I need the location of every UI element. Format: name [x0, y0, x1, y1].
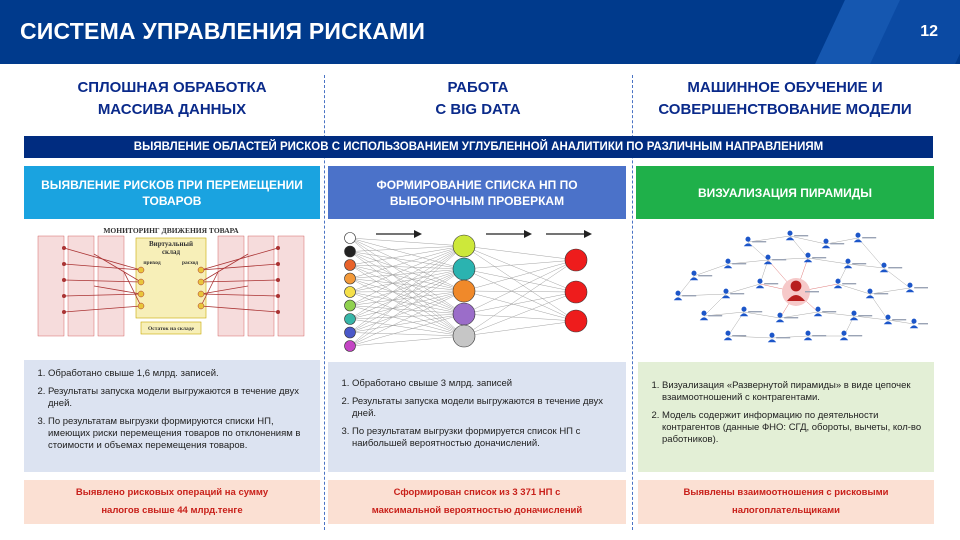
person-icon [740, 307, 748, 317]
graph-edge [848, 264, 884, 268]
result-line: Выявлены взаимоотношения с рисковыми [683, 487, 889, 498]
node-label-placeholder [764, 283, 778, 284]
category-box-2: ФОРМИРОВАНИЕ СПИСКА НП ПО ВЫБОРОЧНЫМ ПРОВЕРКАМ [328, 166, 626, 219]
list-item: 2. Модель содержит информацию по деятельности контрагентов (данные ФНО: СГД, обороты, вычеты, кол-во работников). [662, 410, 924, 446]
network-node [453, 235, 475, 257]
person-icon [756, 279, 764, 289]
network-node [345, 233, 356, 244]
person-icon [768, 333, 776, 343]
person-icon [724, 331, 732, 341]
node-label-placeholder [892, 319, 906, 320]
node-label-placeholder [874, 293, 888, 294]
node-label-placeholder [732, 263, 746, 264]
list-item: 3. По результатам выгрузки формируются списки НП, имеющих риски перемещения товаров по отклонениям в стоимости и объемах перемещения товаров. [48, 416, 310, 452]
network-node [345, 327, 356, 338]
column-heading-line: РАБОТА [447, 79, 509, 96]
result-box-2 [328, 480, 626, 524]
result-line: налогов свыше 44 млрд.тенге [101, 505, 243, 516]
details-list-3 [638, 362, 934, 472]
network-node [345, 314, 356, 325]
network-node [453, 258, 475, 280]
page-title: СИСТЕМА УПРАВЛЕНИЯ РИСКАМИ [20, 18, 426, 44]
arrow-right-icon [524, 230, 532, 238]
list-item: 2. Результаты запуска модели выгружаются в течение двух дней. [352, 396, 616, 420]
person-icon [906, 283, 914, 293]
graph-edge [854, 316, 888, 320]
diagram-title: МОНИТОРИНГ ДВИЖЕНИЯ ТОВАРА [103, 226, 239, 235]
graph-edge [838, 284, 870, 294]
node-label-placeholder [794, 235, 808, 236]
network-node [345, 300, 356, 311]
node-label-placeholder [812, 257, 826, 258]
node-label-placeholder [858, 315, 872, 316]
category-box-3: ВИЗУАЛИЗАЦИЯ ПИРАМИДЫ [636, 166, 934, 219]
arrow-right-icon [584, 230, 592, 238]
node-label-placeholder [918, 323, 928, 324]
graph-edge [748, 242, 768, 260]
result-line: Выявлено рисковых операций на сумму [75, 487, 269, 498]
section-banner: ВЫЯВЛЕНИЕ ОБЛАСТЕЙ РИСКОВ С ИСПОЛЬЗОВАНИЕМ УГЛУБЛЕННОЙ АНАЛИТИКИ ПО РАЗЛИЧНЫМ НАПРАВЛЕНИЯМ [24, 136, 933, 158]
network-node [345, 273, 356, 284]
network-edge [350, 265, 464, 269]
node-label-placeholder [730, 293, 744, 294]
network-node [345, 341, 356, 352]
column-heading-3 [636, 77, 934, 125]
network-node [565, 310, 587, 332]
list-item: 2. Результаты запуска модели выгружаются в течение двух дней. [48, 386, 310, 410]
node-label-placeholder [708, 315, 722, 316]
node-label-placeholder [852, 263, 866, 264]
list-item: 1. Обработано свыше 3 млрд. записей [352, 378, 616, 390]
network-edge [350, 292, 464, 336]
graph-edge [884, 268, 910, 288]
network-edge [350, 246, 464, 319]
network-node [453, 303, 475, 325]
person-icon [786, 231, 794, 241]
network-node [565, 249, 587, 271]
result-box-1 [24, 480, 320, 524]
page-number: 12 [920, 23, 938, 40]
person-icon [834, 279, 842, 289]
result-line: Сформирован список из 3 371 НП с [393, 487, 561, 498]
column-heading-2 [328, 77, 628, 125]
person-icon [722, 289, 730, 299]
node-label-placeholder [822, 311, 836, 312]
person-icon [690, 271, 698, 281]
network-edge [464, 246, 576, 321]
network-edge [350, 269, 464, 333]
column-heading-line: СОВЕРШЕНСТВОВАНИЕ МОДЕЛИ [658, 101, 912, 118]
network-edge [350, 306, 464, 337]
result-line: налогоплательщиками [732, 505, 840, 516]
network-edge [350, 291, 464, 306]
graph-edge [888, 320, 914, 324]
network-edge [350, 252, 464, 270]
network-node [453, 325, 475, 347]
person-icon [700, 311, 708, 321]
node-label-placeholder [698, 275, 712, 276]
pyramid-graph-diagram [648, 224, 928, 354]
network-edge [464, 314, 576, 321]
node-label-placeholder [812, 335, 826, 336]
node-label-placeholder [842, 283, 856, 284]
arrow-right-icon [414, 230, 422, 238]
diagram-sub-label: расход [181, 260, 199, 266]
list-item: 1. Визуализация «Развернутой пирамиды» в виде цепочек взаимоотношений с контрагентами. [662, 380, 924, 404]
network-node [345, 287, 356, 298]
network-edge [350, 269, 464, 319]
person-icon [840, 331, 848, 341]
person-icon [854, 233, 862, 243]
neural-network-diagram [336, 224, 616, 354]
diagram-center-label: Виртуальный [149, 240, 193, 248]
graph-edge [818, 312, 854, 316]
node-label-placeholder [805, 291, 819, 292]
column-heading-line: СПЛОШНАЯ ОБРАБОТКА [77, 79, 267, 96]
result-line: максимальной вероятностью доначислений [371, 505, 583, 516]
node-label-placeholder [888, 267, 902, 268]
network-edge [464, 321, 576, 336]
diagram-center-label: склад [161, 248, 181, 256]
network-edge [350, 291, 464, 292]
node-label-placeholder [682, 295, 696, 296]
network-node [345, 260, 356, 271]
diagram-sub-label: приход [143, 260, 161, 266]
node-label-placeholder [772, 259, 786, 260]
person-icon [814, 307, 822, 317]
node-label-placeholder [776, 337, 790, 338]
network-edge [350, 291, 464, 333]
node-label-placeholder [784, 317, 798, 318]
category-box-1: ВЫЯВЛЕНИЕ РИСКОВ ПРИ ПЕРЕМЕЩЕНИИ ТОВАРОВ [24, 166, 320, 219]
column-heading-line: С BIG DATA [435, 101, 521, 118]
person-icon [764, 255, 772, 265]
node-label-placeholder [830, 243, 844, 244]
network-node [453, 280, 475, 302]
node-label-placeholder [848, 335, 862, 336]
network-node [565, 281, 587, 303]
node-label-placeholder [748, 311, 762, 312]
details-list-2 [328, 362, 626, 472]
graph-edge [726, 284, 760, 294]
network-edge [464, 292, 576, 336]
network-edge [464, 269, 576, 321]
node-label-placeholder [752, 241, 766, 242]
graph-edge [808, 258, 848, 264]
network-edge [464, 260, 576, 336]
list-item: 3. По результатам выгрузки формируется список НП с наибольшей вероятностью доначислений. [352, 426, 616, 450]
network-edge [350, 291, 464, 346]
person-icon [724, 259, 732, 269]
column-heading-line: МАССИВА ДАННЫХ [97, 101, 247, 118]
network-node [345, 246, 356, 257]
column-heading-line: МАШИННОЕ ОБУЧЕНИЕ И [687, 79, 883, 96]
node-label-placeholder [914, 287, 928, 288]
header-bar [0, 0, 960, 64]
goods-monitoring-diagram [36, 224, 306, 354]
person-icon [804, 331, 812, 341]
network-edge [464, 291, 576, 292]
graph-edge [744, 312, 780, 318]
column-heading-1 [24, 77, 320, 125]
result-box-3 [638, 480, 934, 524]
diagram-foot-label: Остаток на складе [148, 326, 194, 332]
node-label-placeholder [732, 335, 746, 336]
network-edge [350, 238, 464, 246]
network-edge [464, 269, 576, 292]
graph-edge [694, 264, 728, 276]
list-item: 1. Обработано свыше 1,6 млрд. записей. [48, 368, 310, 380]
details-list-1 [24, 360, 320, 472]
node-label-placeholder [862, 237, 876, 238]
